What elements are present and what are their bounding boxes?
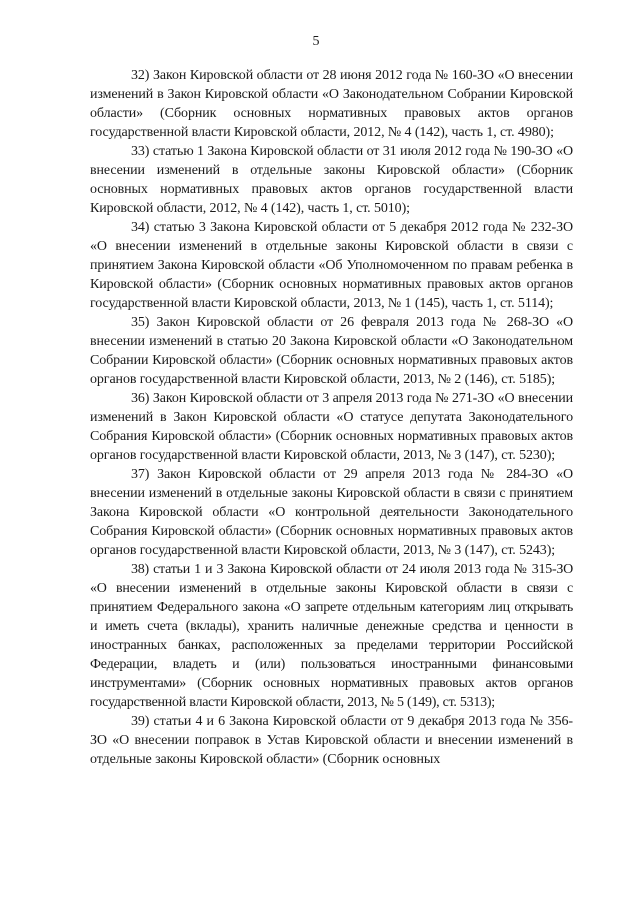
list-item-32: 32) Закон Кировской области от 28 июня 2012 года № 160-ЗО «О внесении изменений в Закон Кировской области «О Законодательном Собрании Кировской области» (Сборник основных нормативных правовых актов органов государственной власти Кировской области, 2012, № 4 (142), часть 1, ст. 4980); xyxy=(90,68,573,140)
list-item-36: 36) Закон Кировской области от 3 апреля 2013 года № 271-ЗО «О внесении изменений в Закон Кировской области «О статусе депутата Законодательного Собрания Кировской области» (Сборник основных нормативных правовых актов органов государственной власти Кировской области, 2013, № 3 (147), ст. 5230); xyxy=(90,391,573,463)
document-body xyxy=(90,66,573,769)
list-item-39: 39) статьи 4 и 6 Закона Кировской области от 9 декабря 2013 года № 356-ЗО «О внесении поправок в Устав Кировской области и внесении изменений в отдельные законы Кировской области» (Сборник основных xyxy=(90,714,573,767)
list-item-33: 33) статью 1 Закона Кировской области от 31 июля 2012 года № 190-ЗО «О внесении изменений в отдельные законы Кировской области» (Сборник основных нормативных правовых актов органов государственной власти Кировской области, 2012, № 4 (142), часть 1, ст. 5010); xyxy=(90,144,573,216)
list-item-35: 35) Закон Кировской области от 26 февраля 2013 года № 268-ЗО «О внесении изменений в статью 20 Закона Кировской области «О Законодательном Собрании Кировской области» (Сборник основных нормативных правовых актов органов государственной власти Кировской области, 2013, № 2 (146), ст. 5185); xyxy=(90,315,573,387)
page-number: 5 xyxy=(312,34,320,49)
list-item-37: 37) Закон Кировской области от 29 апреля 2013 года № 284-ЗО «О внесении изменений в отдельные законы Кировской области в связи с принятием Закона Кировской области «О контрольной деятельности Законодательного Собрания Кировской области» (Сборник основных нормативных правовых актов органов государственной власти Кировской области, 2013, № 3 (147), ст. 5243); xyxy=(90,467,573,558)
list-item-34: 34) статью 3 Закона Кировской области от 5 декабря 2012 года № 232-ЗО «О внесении изменений в отдельные законы Кировской области в связи с принятием Закона Кировской области «Об Уполномоченном по правам ребенка в Кировской области» (Сборник основных нормативных правовых актов органов государственной власти Кировской области, 2013, № 1 (145), часть 1, ст. 5114); xyxy=(90,220,573,311)
list-item-38: 38) статьи 1 и 3 Закона Кировской области от 24 июля 2013 года № 315-ЗО «О внесении изменений в отдельные законы Кировской области в связи с принятием Федерального закона «О запрете отдельным категориям лиц открывать и иметь счета (вклады), хранить наличные денежные средства и ценности в иностранных банках, расположенных за пределами территории Российской Федерации, владеть и (или) пользоваться иностранными финансовыми инструментами» (Сборник основных нормативных правовых актов органов государственной власти Кировской области, 2013, № 5 (149), ст. 5313); xyxy=(90,562,573,710)
